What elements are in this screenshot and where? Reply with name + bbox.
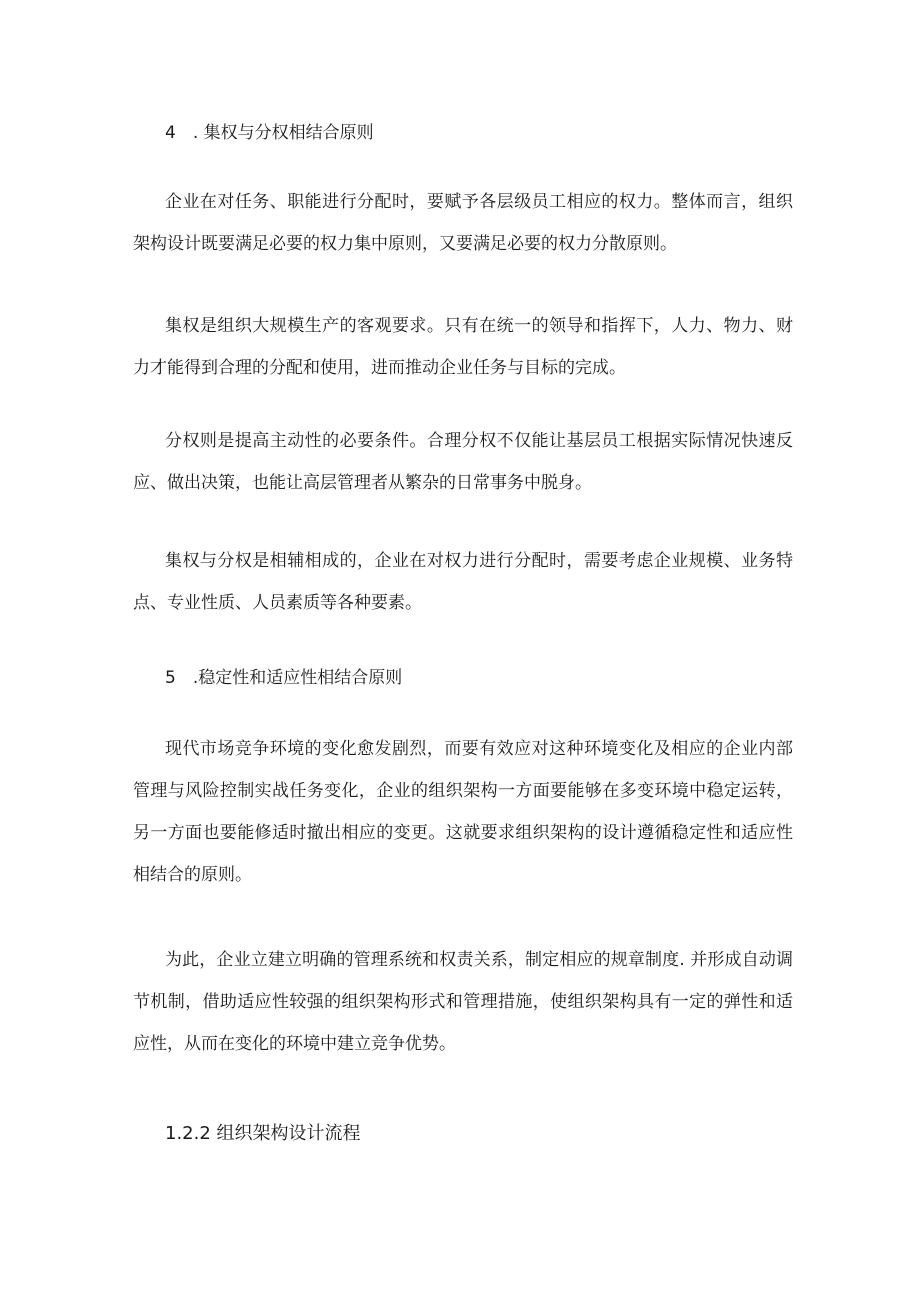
section-heading-4: 4 . 集权与分权相结合原则 [165, 123, 374, 143]
section-heading-5: 5 .稳定性和适应性相结合原则 [165, 668, 403, 688]
paragraph: 集权与分权是相辅相成的，企业在对权力进行分配时，需要考虑企业规模、业务特点、专业性质、人员素质等各种要素。 [133, 551, 793, 613]
paragraph: 集权是组织大规模生产的客观要求。只有在统一的领导和指挥下，人力、物力、财力才能得到合理的分配和使用，进而推动企业任务与目标的完成。 [133, 316, 793, 378]
paragraph: 现代市场竞争环境的变化愈发剧烈，而要有效应对这种环境变化及相应的企业内部管理与风险控制实战任务变化，企业的组织架构一方面要能够在多变环境中稳定运转，另一方面也要能修适时撤出相应的变更。这就要求组织架构的设计遵循稳定性和适应性相结合的原则。 [133, 739, 793, 885]
paragraph: 为此，企业立建立明确的管理系统和权责关系，制定相应的规章制度. 并形成自动调节机制，借助适应性较强的组织架构形式和管理措施，使组织架构具有一定的弹性和适应性，从而在变化的环境中建立竞争优势。 [133, 950, 793, 1054]
paragraph: 企业在对任务、职能进行分配时，要赋予各层级员工相应的权力。整体而言，组织架构设计既要满足必要的权力集中原则，又要满足必要的权力分散原则。 [133, 192, 793, 254]
paragraph: 分权则是提高主动性的必要条件。合理分权不仅能让基层员工根据实际情况快速反应、做出决策，也能让高层管理者从繁杂的日常事务中脱身。 [133, 431, 793, 493]
subsection-heading: 1.2.2 组织架构设计流程 [165, 1123, 361, 1144]
